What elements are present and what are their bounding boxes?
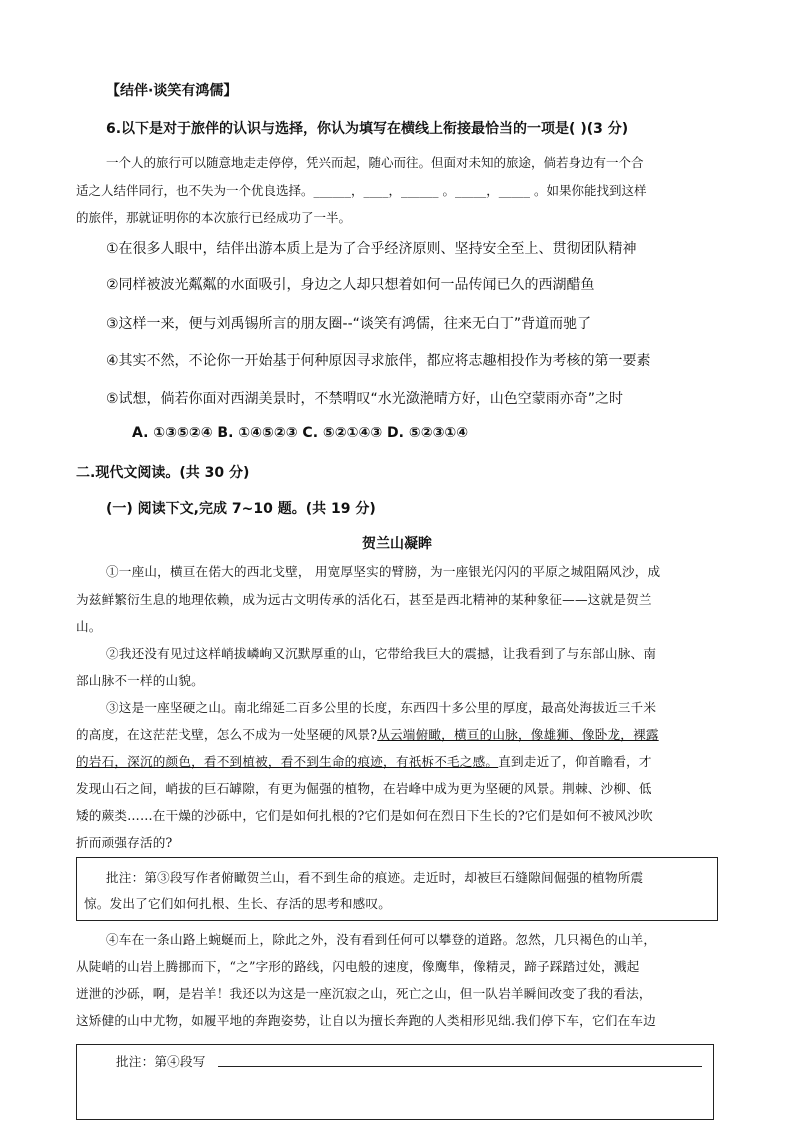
annotation-1-line-1: 批注：第③段写作者俯瞰贺兰山，看不到生命的痕迹。走近时，却被巨石缝隙间倔强的植物所震 [106,870,644,885]
annotation-2-label: 批注：第④段写 [116,1054,206,1069]
article-p4-line-1: ④车在一条山路上蜿蜒而上，除此之外，没有看到任何可以攀登的道路。忽然，几只褐色的山羊， [106,932,657,947]
article-p4-line-2: 从陡峭的山岩上腾挪而下，“之”字形的路线，闪电般的速度，像鹰隼，像精灵，蹄子踩踏过处，溅起 [76,959,640,974]
article-p3-line-5: 矮的蕨类……在干燥的沙砾中，它们是如何扎根的?它们是如何在烈日下生长的?它们是如何不被风沙吹 [76,808,653,823]
article-p4-line-3: 迸泄的沙砾，啊，是岩羊！我还以为这是一座沉寂之山，死亡之山，但一队岩羊瞬间改变了我的看法， [76,986,652,1001]
q6-option-1: ①在很多人眼中，结伴出游本质上是为了合乎经济原则、坚持安全至上、贯彻团队精神 [106,241,637,257]
q6-option-2: ②同样被波光粼粼的水面吸引，身边之人却只想着如何一品传闻已久的西湖醋鱼 [106,277,595,293]
article-p3-line-1: ③这是一座坚硬之山。南北绵延二百多公里的长度，东西四十多公里的厚度，最高处海拔近三千米 [106,700,657,715]
q6-answer-choices: A. ①③⑤②④ B. ①④⑤②③ C. ⑤②①④③ D. ⑤②③①④ [132,425,469,441]
q6-passage-line-1: 一个人的旅行可以随意地走走停停，凭兴而起，随心而往。但面对未知的旅途，倘若身边有一个合 [106,155,644,170]
article-p3-line-2 [76,724,659,743]
article-p1-line-3: 山。 [76,619,102,634]
article-title: 贺兰山凝眸 [362,536,432,552]
q6-option-4: ④其实不然，不论你一开始基于何种原因寻求旅伴，都应将志趣相投作为考核的第一要素 [106,353,651,369]
q6-stem-text: 6.以下是对于旅伴的认识与选择，你认为填写在横线上衔接最恰当的一项是( )(3 分) [106,121,629,137]
q6-option-5: ⑤试想，倘若你面对西湖美景时，不禁喟叹“水光潋滟晴方好，山色空蒙雨亦奇”之时 [106,391,624,407]
annotation-1-line-2: 惊。发出了它们如何扎根、生长、存活的思考和感叹。 [84,896,392,911]
p3-line-3-plain: 直到走近了，仰首瞻看，才 [498,754,652,769]
p3-line-2-underlined: 从云端俯瞰，横亘的山脉，像雄狮、像卧龙，裸露 [377,727,659,742]
q6-passage-line-2: 适之人结伴同行，也不失为一个优良选择。______，____，______ 。_____，_____ 。如果你能找到这样 [76,183,647,198]
article-p4-line-4: 这矫健的山中尤物，如履平地的奔跑姿势，让自以为擅长奔跑的人类相形见绌.我们停下车，它们在车边 [76,1013,656,1028]
article-p3-line-6: 折而顽强存活的? [76,835,173,850]
part2-sub-heading: (一) 阅读下文,完成 7~10 题。(共 19 分) [106,501,376,517]
article-p2-line-2: 部山脉不一样的山貌。 [76,673,204,688]
q6-option-3: ③这样一来，便与刘禹锡所言的朋友圈--“谈笑有鸿儒，往来无白丁”背道而驰了 [106,316,592,332]
article-p1-line-2: 为兹鲜繁衍生息的地理依赖，成为远古文明传承的活化石，甚至是西北精神的某种象征——这就是贺兰 [76,592,652,607]
question-6-stem [106,118,628,138]
annotation-2-answer-line[interactable] [218,1066,702,1067]
article-p1-line-1: ①一座山，横亘在偌大的西北戈壁， 用宽厚坚实的臂膀，为一座银光闪闪的平原之城阻隔风沙，成 [106,564,661,579]
article-p3-line-3 [76,751,652,770]
q6-passage-line-3: 的旅伴，那就证明你的本次旅行已经成功了一半。 [76,210,352,225]
section-tag: 【结伴·谈笑有鸿儒】 [106,83,238,99]
p3-line-3-underlined: 的岩石，深沉的颜色，看不到植被，看不到生命的痕迹，有祇柝不毛之感。 [76,754,499,769]
p3-line-2-plain: 的高度，在这茫茫戈壁，怎么不成为一处坚硬的风景? [76,727,378,742]
article-p3-line-4: 发现山石之间，峭拔的巨石罅隙，有更为倔强的植物，在岩峰中成为更为坚硬的风景。荆棘、沙柳、低 [76,781,652,796]
article-p2-line-1: ②我还没有见过这样峭拔嶙峋又沉默厚重的山，它带给我巨大的震撼，让我看到了与东部山脉、南 [106,646,657,661]
part2-heading: 二.现代文阅读。(共 30 分) [76,465,250,481]
